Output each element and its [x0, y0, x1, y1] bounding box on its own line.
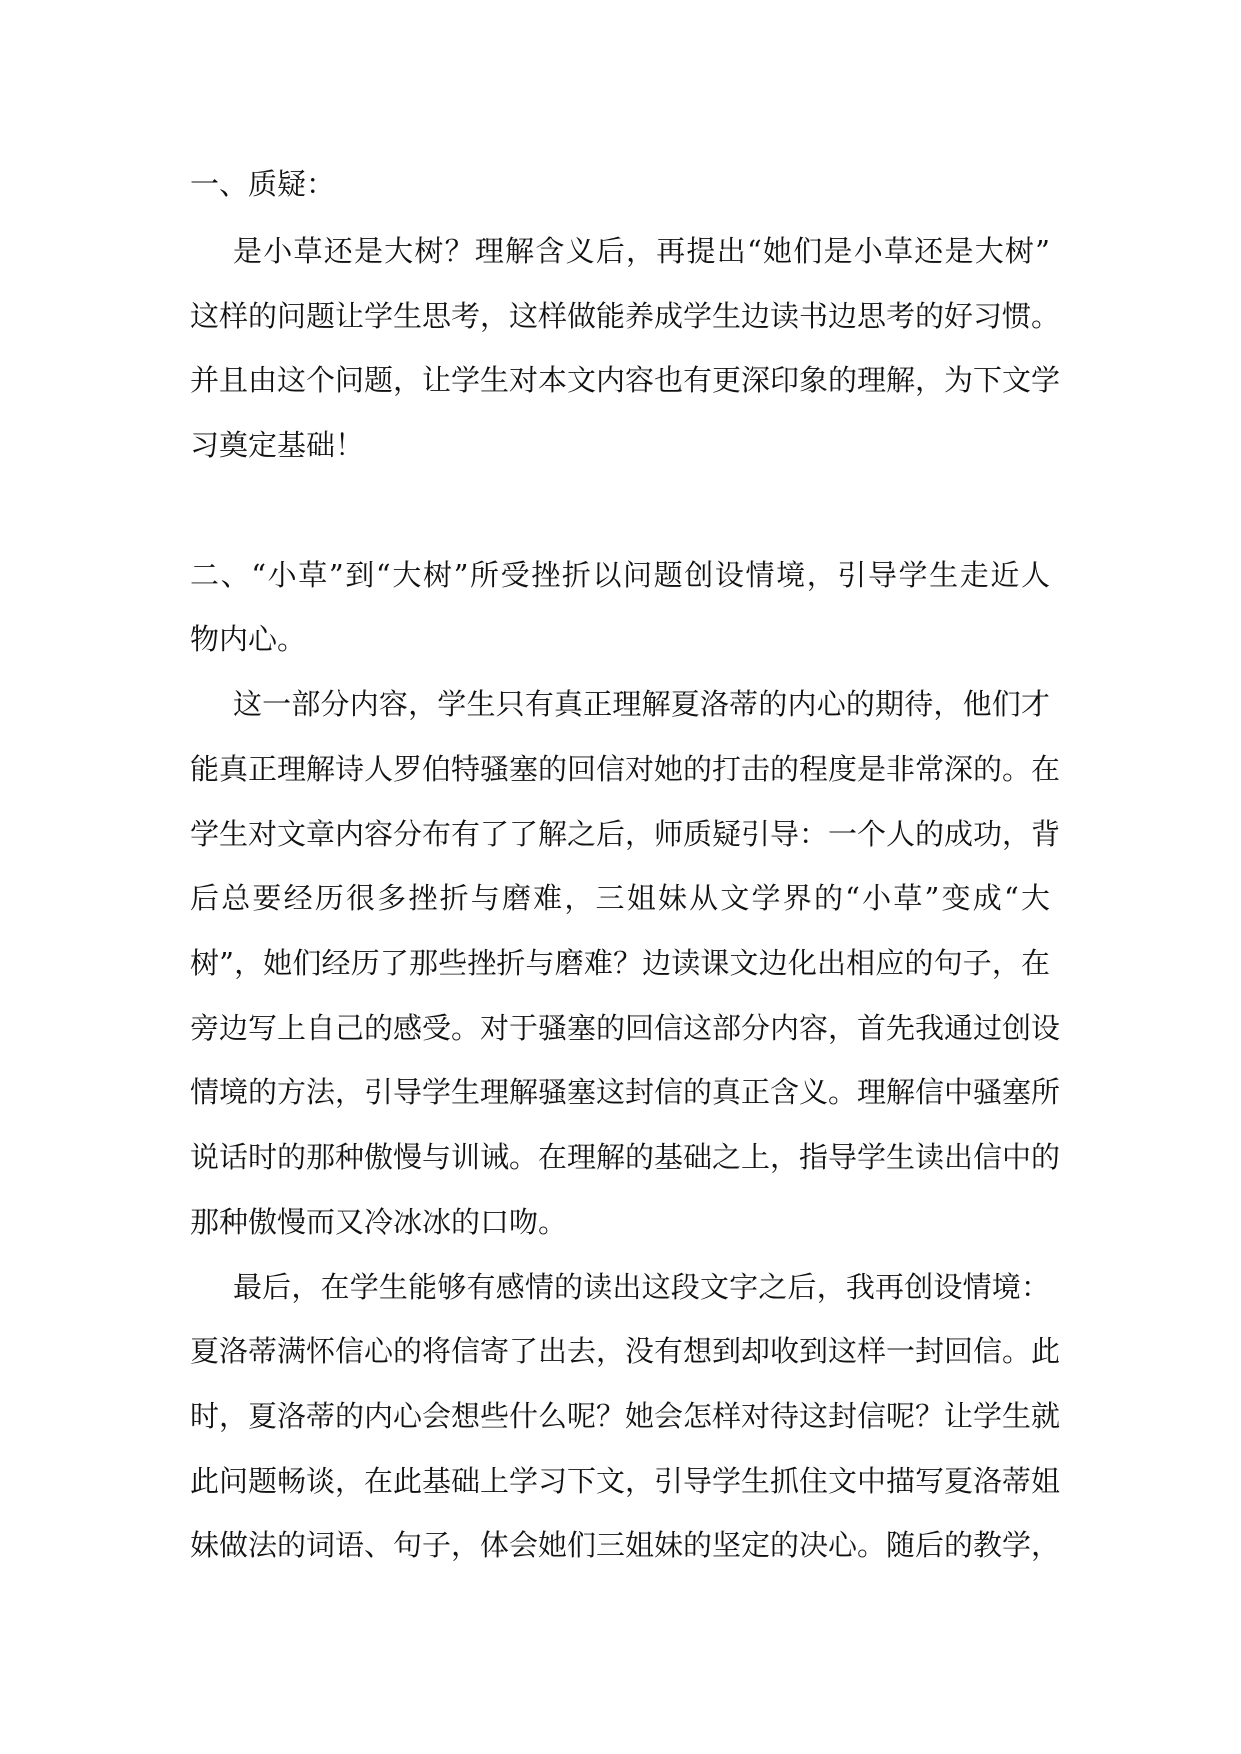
paragraph-line: 时，夏洛蒂的内心会想些什么呢？她会怎样对待这封信呢？让学生就 [190, 1399, 1061, 1433]
paragraph-line: 那种傲慢而又冷冰冰的口吻。 [190, 1205, 568, 1239]
paragraph-line: 情境的方法，引导学生理解骚塞这封信的真正含义。理解信中骚塞所 [190, 1075, 1061, 1109]
paragraph-line: 能真正理解诗人罗伯特骚塞的回信对她的打击的程度是非常深的。在 [190, 752, 1061, 786]
paragraph-line: 是小草还是大树？理解含义后，再提出“她们是小草还是大树” [233, 234, 1050, 268]
paragraph-line: 树”，她们经历了那些挫折与磨难？边读课文边化出相应的句子，在 [190, 946, 1050, 980]
paragraph-line: 并且由这个问题，让学生对本文内容也有更深印象的理解，为下文学 [190, 363, 1061, 397]
paragraph-line: 说话时的那种傲慢与训诫。在理解的基础之上，指导学生读出信中的 [190, 1140, 1061, 1174]
paragraph-line: 最后，在学生能够有感情的读出这段文字之后，我再创设情境： [233, 1270, 1050, 1304]
section-heading-2-cont: 物内心。 [190, 622, 307, 656]
section-heading-2: 二、“小草”到“大树”所受挫折以问题创设情境，引导学生走近人 [190, 558, 1050, 592]
paragraph-line: 习奠定基础！ [190, 428, 365, 462]
section-heading-1: 一、质疑： [190, 167, 336, 201]
paragraph-line: 旁边写上自己的感受。对于骚塞的回信这部分内容，首先我通过创设 [190, 1011, 1061, 1045]
paragraph-line: 这样的问题让学生思考，这样做能养成学生边读书边思考的好习惯。 [190, 299, 1061, 333]
paragraph-line: 后总要经历很多挫折与磨难，三姐妹从文学界的“小草”变成“大 [190, 881, 1050, 915]
paragraph-line: 夏洛蒂满怀信心的将信寄了出去，没有想到却收到这样一封回信。此 [190, 1334, 1061, 1368]
paragraph-line: 这一部分内容，学生只有真正理解夏洛蒂的内心的期待，他们才 [233, 687, 1050, 721]
paragraph-line: 妹做法的词语、句子，体会她们三姐妹的坚定的决心。随后的教学， [190, 1528, 1061, 1562]
paragraph-line: 此问题畅谈，在此基础上学习下文，引导学生抓住文中描写夏洛蒂姐 [190, 1464, 1061, 1498]
paragraph-line: 学生对文章内容分布有了了解之后，师质疑引导：一个人的成功，背 [190, 817, 1061, 851]
